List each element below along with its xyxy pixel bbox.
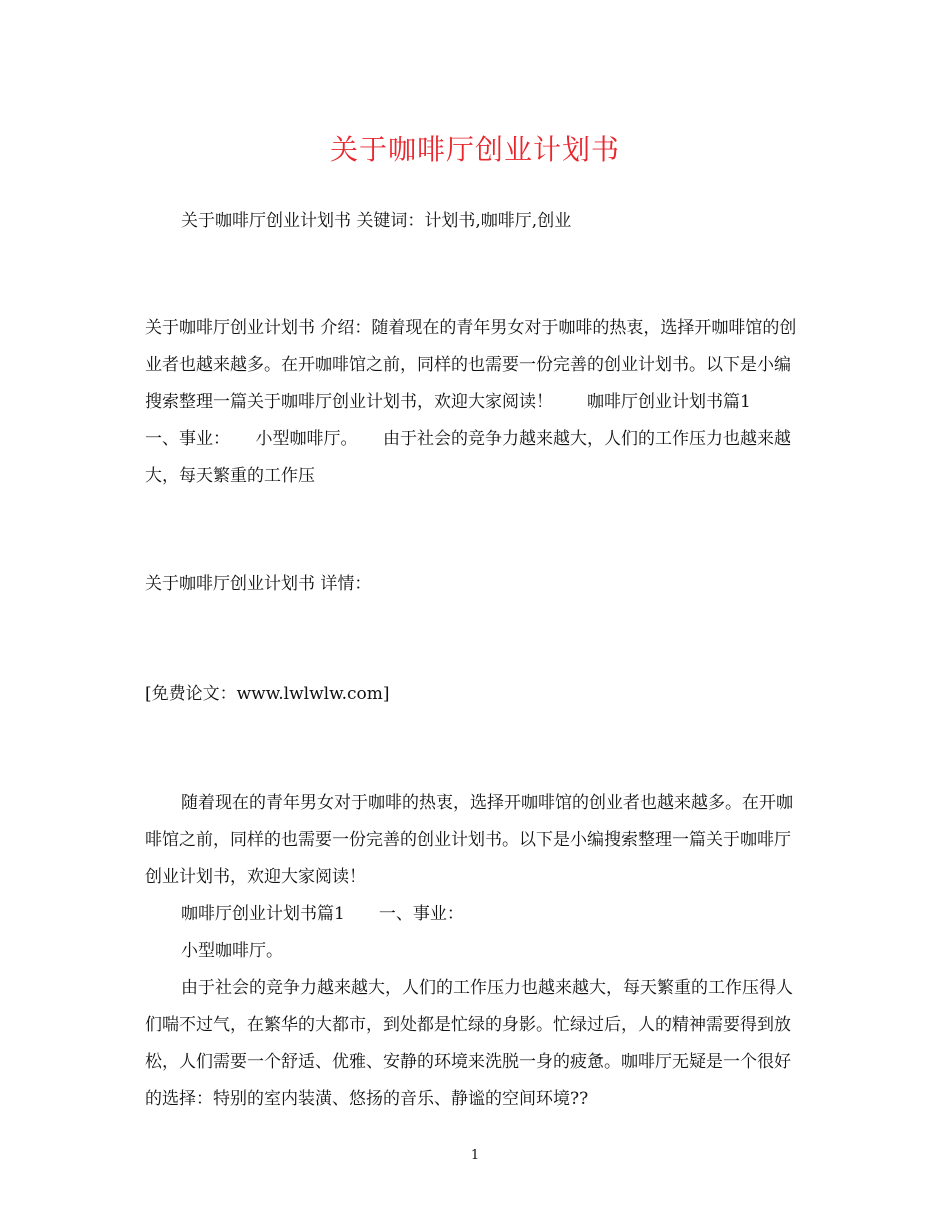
intro-paragraph: 关于咖啡厅创业计划书 介绍：随着现在的青年男女对于咖啡的热衷，选择开咖啡馆的创业者也越来越多。在开咖啡馆之前，同样的也需要一份完善的创业计划书。以下是小编搜索整理一篇关于咖啡厅创业计划书，欢迎大家阅读！ 咖啡厅创业计划书篇1 一、事业： 小型咖啡厅。 由于社会的竞争力越来越大，人们的工作压力也越来越大，每天繁重的工作压 xyxy=(145,318,797,486)
body-paragraph: 由于社会的竞争力越来越大，人们的工作压力也越来越大，每天繁重的工作压得人们喘不过气，在繁华的大都市，到处都是忙绿的身影。忙绿过后，人的精神需要得到放松，人们需要一个舒适、优雅、安静的环境来洗脱一身的疲惫。咖啡厅无疑是一个很好的选择：特别的室内装潢、悠扬的音乐、静谧的空间环境?? xyxy=(145,978,793,1109)
page-number: 1 xyxy=(470,1148,480,1163)
keywords-line: 关于咖啡厅创业计划书 关键词：计划书,咖啡厅,创业 xyxy=(181,211,572,231)
document-title: 关于咖啡厅创业计划书 xyxy=(329,133,620,166)
detail-heading: 关于咖啡厅创业计划书 详情： xyxy=(145,574,372,594)
source-note: [免费论文：www.lwlwlw.com] xyxy=(145,684,390,704)
body-paragraph: 随着现在的青年男女对于咖啡的热衷，选择开咖啡馆的创业者也越来越多。在开咖啡馆之前，同样的也需要一份完善的创业计划书。以下是小编搜索整理一篇关于咖啡厅创业计划书，欢迎大家阅读！ xyxy=(145,793,793,887)
body-paragraph: 咖啡厅创业计划书篇1 一、事业： xyxy=(181,904,464,924)
body-text xyxy=(145,785,805,1118)
body-paragraph: 小型咖啡厅。 xyxy=(181,941,283,961)
